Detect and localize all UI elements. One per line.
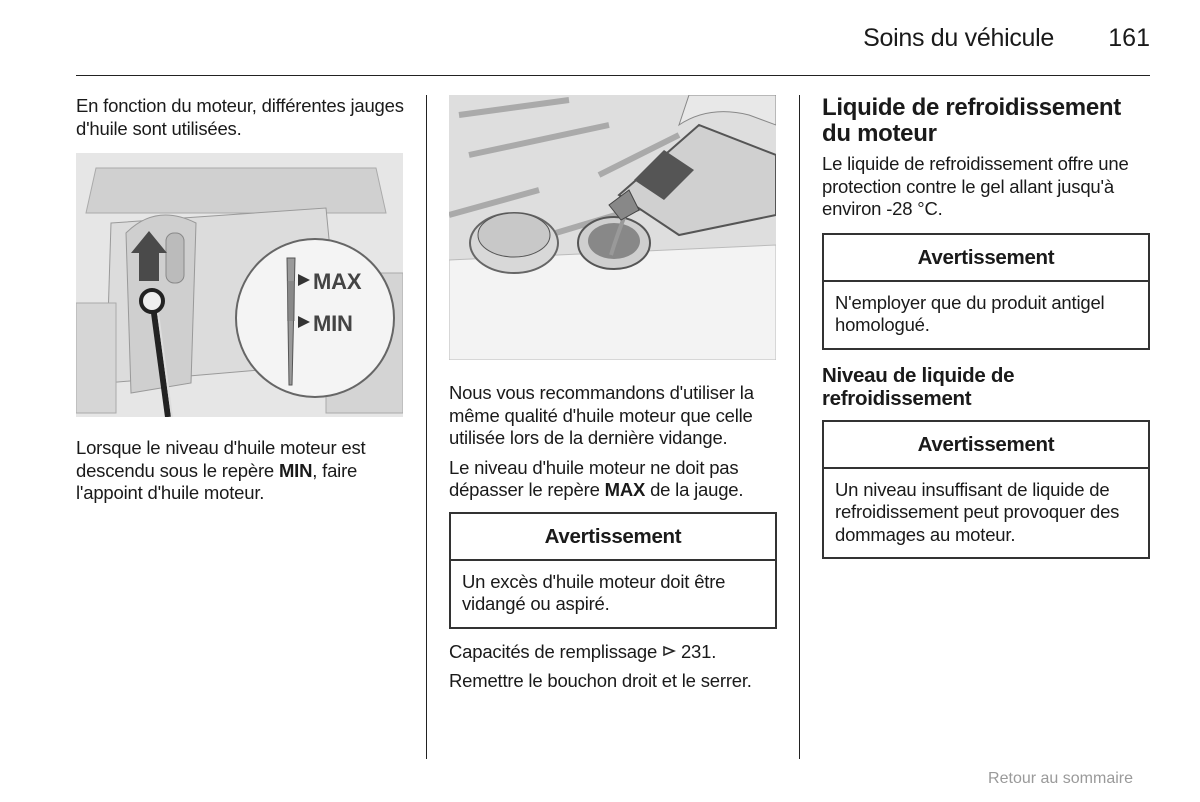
- oil-level-paragraph: Lorsque le niveau d'huile moteur est descendu sous le repère MIN, faire l'appoint d'huile moteur.: [76, 437, 366, 503]
- page-header: [76, 22, 1150, 54]
- intro-paragraph: En fonction du moteur, différentes jauges d'huile sont utilisées.: [76, 95, 404, 139]
- max-level-paragraph: Le niveau d'huile moteur ne doit pas dépasser le repère MAX de la jauge.: [449, 456, 744, 500]
- column-divider-1: [426, 95, 427, 759]
- refit-cap-paragraph: Remettre le bouchon droit et le serrer.: [449, 670, 752, 691]
- dipstick-drawing: [76, 153, 403, 417]
- max-mark: MAX: [604, 479, 646, 500]
- coolant-heading: Liquide de refroidissement du moteur: [822, 94, 1121, 147]
- warning-box-oil: [449, 512, 777, 629]
- warning-title: Avertissement: [824, 422, 1148, 469]
- oil-filling-drawing: [449, 95, 776, 360]
- back-to-contents-link[interactable]: Retour au sommaire: [988, 770, 1133, 787]
- warning-text: Un excès d'huile moteur doit être vidangé ou aspiré.: [462, 570, 726, 614]
- warning-title: Avertissement: [824, 235, 1148, 282]
- warning-box-coolant-level: [822, 420, 1150, 560]
- coolant-paragraph: Le liquide de refroidissement offre une protection contre le gel allant jusqu'à environ -28 °C.: [822, 153, 1129, 219]
- column-1: [76, 95, 406, 512]
- warning-box-antifreeze: [822, 233, 1150, 350]
- capacities-reference[interactable]: Capacités de remplissage 231.: [449, 640, 717, 662]
- column-divider-2: [799, 95, 800, 759]
- dipstick-illustration: [76, 153, 403, 417]
- section-title: Soins du véhicule: [863, 24, 1054, 52]
- max-label: MAX: [313, 269, 362, 294]
- min-label: MIN: [313, 311, 353, 336]
- warning-text: N'employer que du produit antigel homologué.: [835, 291, 1105, 335]
- recommendation-paragraph: Nous vous recommandons d'utiliser la même qualité d'huile moteur que celle utilisée lors de la dernière vidange.: [449, 382, 754, 448]
- arrow-reference-icon: [662, 641, 676, 664]
- warning-title: Avertissement: [451, 514, 775, 561]
- oil-filling-illustration: [449, 95, 776, 360]
- coolant-level-heading: Niveau de liquide de refroidissement: [822, 363, 1015, 410]
- page-number: 161: [1108, 24, 1150, 52]
- min-mark: MIN: [278, 459, 313, 481]
- column-3: [822, 95, 1150, 571]
- header-rule: [76, 75, 1150, 76]
- warning-text: Un niveau insuffisant de liquide de refroidissement peut provoquer des dommages au moteur.: [835, 478, 1120, 545]
- column-2: [449, 95, 777, 700]
